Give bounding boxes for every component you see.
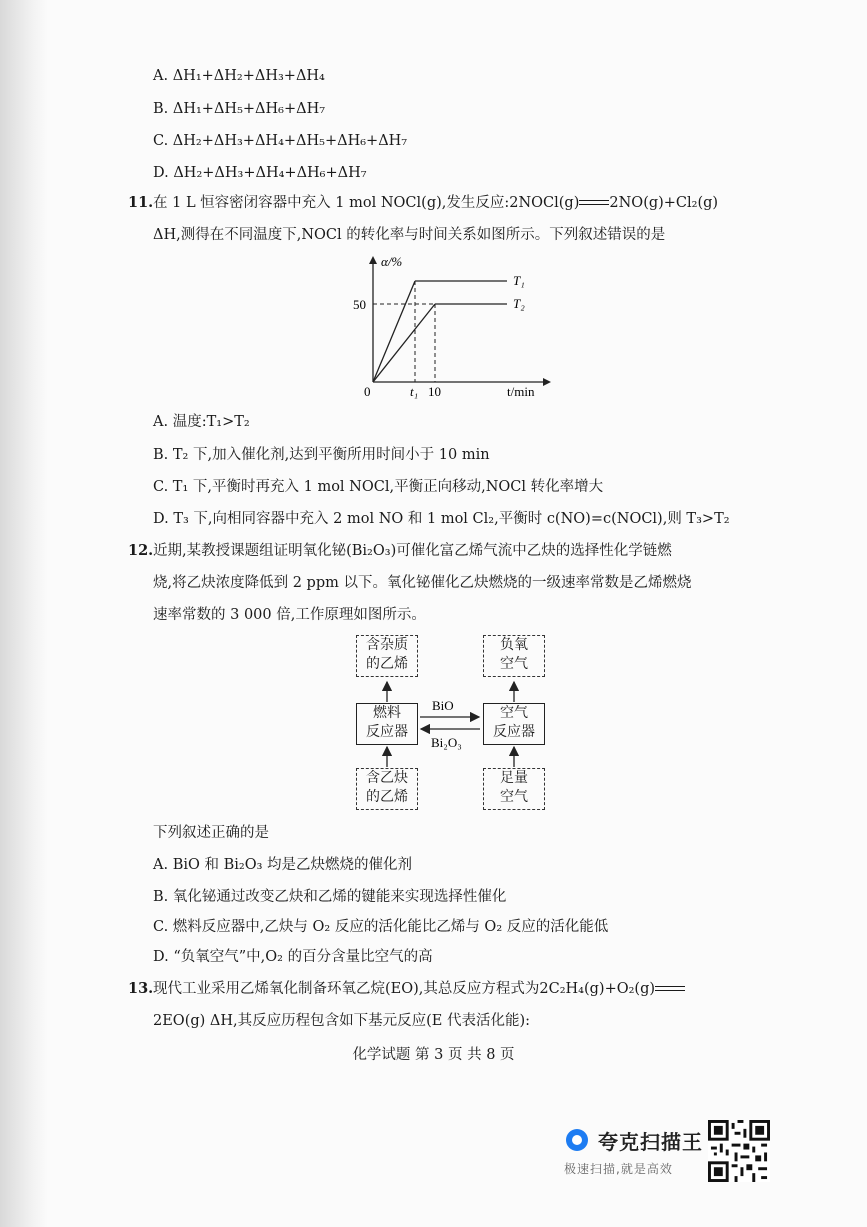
graph-x-arrow [543, 378, 551, 386]
q11-option-a: A. 温度:T₁>T₂ [153, 414, 250, 430]
curve-t2-rise [373, 304, 435, 382]
q11-number: 11. [128, 194, 154, 211]
q10-option-c: C. ΔH₂+ΔH₃+ΔH₄+ΔH₅+ΔH₆+ΔH₇ [153, 133, 408, 149]
graph-x-tick-10: 10 [428, 384, 441, 399]
curve-t1-label: T₁ [513, 273, 525, 288]
q10-option-b: B. ΔH₁+ΔH₅+ΔH₆+ΔH₇ [153, 101, 326, 117]
q12-option-b: B. 氧化铋通过改变乙炔和乙烯的键能来实现选择性催化 [153, 889, 507, 905]
box-air-reactor: 空气 反应器 [483, 703, 545, 745]
q10-option-a: A. ΔH₁+ΔH₂+ΔH₃+ΔH₄ [153, 68, 325, 84]
q10-option-d: D. ΔH₂+ΔH₃+ΔH₄+ΔH₆+ΔH₇ [153, 165, 367, 181]
box-acetylene-ethylene: 含乙炔 的乙烯 [356, 768, 418, 810]
q12-stem-line2: 烧,将乙炔浓度降低到 2 ppm 以下。氧化铋催化乙炔燃烧的一级速率常数是乙烯燃烧 [153, 575, 692, 591]
graph-y-arrow [369, 256, 377, 264]
q13-stem-line2: 2EO(g) ΔH,其反应历程包含如下基元反应(E 代表活化能): [153, 1013, 531, 1029]
q11-stem-line2: ΔH,测得在不同温度下,NOCl 的转化率与时间关系如图所示。下列叙述错误的是 [153, 227, 666, 243]
equilibrium-arrow-icon [579, 198, 609, 208]
q11-option-d: D. T₃ 下,向相同容器中充入 2 mol NO 和 1 mol Cl₂,平衡时 c(NO)=c(NOCl),则 T₃>T₂ [153, 511, 730, 527]
graph-y-tick-50: 50 [353, 297, 366, 312]
q12-number: 12. [128, 542, 154, 559]
label-bi2o3: Bi₂O₃ [431, 735, 462, 750]
diagram-arrows [340, 630, 560, 815]
box-impure-ethylene: 含杂质 的乙烯 [356, 635, 418, 677]
equilibrium-arrow-icon [655, 984, 685, 994]
label-bio: BiO [432, 698, 454, 713]
page-footer: 化学试题 第 3 页 共 8 页 [352, 1047, 515, 1063]
box-oxygen-lean-air: 负氧 空气 [483, 635, 545, 677]
graph-x-tick-t1: t₁ [410, 384, 419, 399]
graph-x-label: t/min [507, 384, 535, 399]
q12-stem-line3: 速率常数的 3 000 倍,工作原理如图所示。 [153, 607, 426, 623]
q13-stem-line1: 现代工业采用乙烯氧化制备环氧乙烷(EO),其总反应方程式为2C₂H₄(g)+O₂(g) [153, 979, 685, 999]
scanner-logo-icon [566, 1129, 588, 1151]
curve-t2-label: T₂ [513, 296, 525, 311]
q12-stem-line1: 近期,某教授课题组证明氧化铋(Bi₂O₃)可催化富乙烯气流中乙炔的选择性化学链燃 [153, 543, 672, 559]
q12-option-a: A. BiO 和 Bi₂O₃ 均是乙炔燃烧的催化剂 [153, 857, 413, 873]
qr-code-icon [708, 1120, 770, 1182]
graph-origin: 0 [364, 384, 371, 399]
q11-conversion-graph [355, 250, 555, 400]
scanner-badge [560, 1120, 850, 1188]
q11-option-c: C. T₁ 下,平衡时再充入 1 mol NOCl,平衡正向移动,NOCl 转化率增大 [153, 479, 604, 495]
q11-option-b: B. T₂ 下,加入催化剂,达到平衡所用时间小于 10 min [153, 447, 490, 463]
box-sufficient-air: 足量 空气 [483, 768, 545, 810]
q12-option-c: C. 燃料反应器中,乙炔与 O₂ 反应的活化能比乙烯与 O₂ 反应的活化能低 [153, 919, 609, 935]
curve-t1-rise [373, 281, 415, 382]
q12-prompt: 下列叙述正确的是 [153, 825, 269, 841]
box-fuel-reactor: 燃料 反应器 [356, 703, 418, 745]
graph-y-label: α/% [381, 254, 403, 269]
scanner-title: 夸克扫描王 [598, 1130, 703, 1154]
q11-stem-line1: 在 1 L 恒容密闭容器中充入 1 mol NOCl(g),发生反应:2NOCl(g) 2NO(g)+Cl₂(g) [153, 195, 719, 211]
q13-number: 13. [128, 980, 154, 997]
scanner-subtitle: 极速扫描,就是高效 [564, 1162, 673, 1176]
q12-option-d: D. “负氧空气”中,O₂ 的百分含量比空气的高 [153, 949, 433, 965]
